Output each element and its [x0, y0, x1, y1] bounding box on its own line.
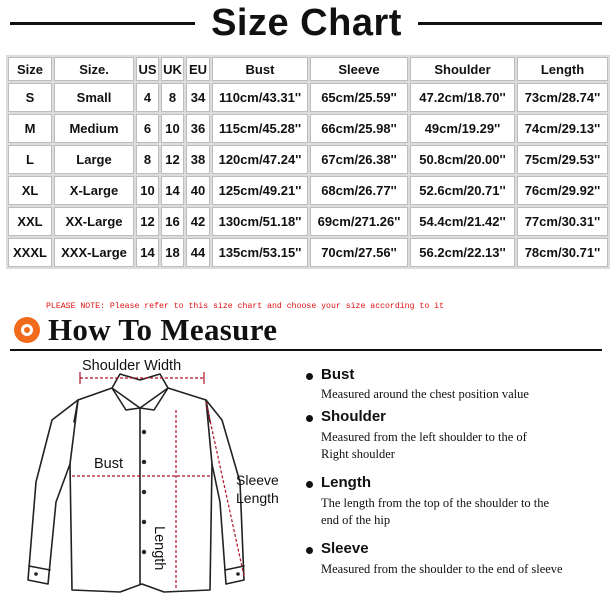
table-cell: 77cm/30.31'' [517, 207, 608, 236]
table-cell: Small [54, 83, 134, 112]
table-cell: M [8, 114, 52, 143]
table-cell: 14 [161, 176, 184, 205]
table-row [8, 145, 608, 174]
table-cell: 125cm/49.21'' [212, 176, 308, 205]
column-header: Size. [54, 57, 134, 81]
table-cell: 8 [161, 83, 184, 112]
column-header: UK [161, 57, 184, 81]
sleeve-length-text: Sleeve Length [236, 472, 279, 506]
table-cell: 130cm/51.18'' [212, 207, 308, 236]
size-table-container [6, 55, 606, 269]
bullet-dot [306, 547, 313, 554]
table-cell: XXXL [8, 238, 52, 267]
size-note: PLEASE NOTE: Please refer to this size chart and choose your size according to it [46, 302, 444, 311]
how-to-measure-rule [10, 349, 602, 351]
measure-name: Bust [321, 366, 355, 383]
table-cell: 52.6cm/20.71'' [410, 176, 515, 205]
shoulder-width-label: Shoulder Width [82, 358, 182, 374]
how-to-measure-title: How To Measure [48, 312, 278, 347]
bullet-dot [306, 415, 313, 422]
table-cell: L [8, 145, 52, 174]
measure-name: Shoulder [321, 408, 387, 425]
table-cell: Large [54, 145, 134, 174]
target-icon [14, 317, 40, 343]
table-cell: XL [8, 176, 52, 205]
jacket-buttons [34, 430, 240, 576]
sleeve-length-label [236, 471, 296, 507]
table-cell: 6 [136, 114, 159, 143]
table-cell: 44 [186, 238, 210, 267]
table-cell: 65cm/25.59'' [310, 83, 408, 112]
measure-description: Measured from the left shoulder to the of Right shoulder [321, 430, 527, 461]
table-cell: 78cm/30.71'' [517, 238, 608, 267]
table-cell: 40 [186, 176, 210, 205]
length-label: Length [151, 526, 167, 571]
column-header: Bust [212, 57, 308, 81]
table-cell: 12 [161, 145, 184, 174]
table-cell: 73cm/28.74'' [517, 83, 608, 112]
table-cell: 75cm/29.53'' [517, 145, 608, 174]
table-cell: 56.2cm/22.13'' [410, 238, 515, 267]
column-header: Length [517, 57, 608, 81]
column-header: Sleeve [310, 57, 408, 81]
column-header: EU [186, 57, 210, 81]
table-row [8, 238, 608, 267]
size-table [6, 55, 610, 269]
table-cell: 70cm/27.56'' [310, 238, 408, 267]
column-header: US [136, 57, 159, 81]
column-header: Size [8, 57, 52, 81]
table-cell: Medium [54, 114, 134, 143]
button-dot [142, 430, 146, 434]
cuff-button [34, 572, 38, 576]
table-cell: 49cm/19.29'' [410, 114, 515, 143]
table-cell: 110cm/43.31'' [212, 83, 308, 112]
measure-name: Sleeve [321, 540, 369, 557]
table-cell: 10 [161, 114, 184, 143]
table-cell: 69cm/271.26'' [310, 207, 408, 236]
table-cell: 68cm/26.77'' [310, 176, 408, 205]
table-cell: 120cm/47.24'' [212, 145, 308, 174]
table-cell: S [8, 83, 52, 112]
measure-description: Measured around the chest position value [321, 387, 529, 401]
table-cell: 8 [136, 145, 159, 174]
jacket-diagram [0, 352, 300, 612]
bullet-dot [306, 373, 313, 380]
table-cell: 38 [186, 145, 210, 174]
table-cell: 4 [136, 83, 159, 112]
table-row [8, 83, 608, 112]
button-dot [142, 490, 146, 494]
button-dot [142, 550, 146, 554]
measure-description: Measured from the shoulder to the end of sleeve [321, 562, 563, 576]
table-cell: 36 [186, 114, 210, 143]
table-cell: 67cm/26.38'' [310, 145, 408, 174]
table-cell: 115cm/45.28'' [212, 114, 308, 143]
table-cell: 12 [136, 207, 159, 236]
table-cell: 16 [161, 207, 184, 236]
jacket-outline [28, 374, 244, 592]
table-cell: 42 [186, 207, 210, 236]
table-cell: 14 [136, 238, 159, 267]
table-cell: 18 [161, 238, 184, 267]
table-cell: X-Large [54, 176, 134, 205]
button-dot [142, 460, 146, 464]
table-cell: XX-Large [54, 207, 134, 236]
table-cell: 66cm/25.98'' [310, 114, 408, 143]
table-cell: 34 [186, 83, 210, 112]
cuff-button [236, 572, 240, 576]
table-cell: 10 [136, 176, 159, 205]
table-cell: 74cm/29.13'' [517, 114, 608, 143]
table-cell: 47.2cm/18.70'' [410, 83, 515, 112]
table-cell: 135cm/53.15'' [212, 238, 308, 267]
bullet-dot [306, 481, 313, 488]
table-cell: XXX-Large [54, 238, 134, 267]
table-cell: 54.4cm/21.42'' [410, 207, 515, 236]
table-cell: 50.8cm/20.00'' [410, 145, 515, 174]
table-cell: XXL [8, 207, 52, 236]
table-row [8, 176, 608, 205]
table-cell: 76cm/29.92'' [517, 176, 608, 205]
measure-name: Length [321, 474, 371, 491]
table-row [8, 114, 608, 143]
header-rule-left [10, 22, 195, 25]
page-title: Size Chart [211, 2, 402, 44]
size-chart-header [0, 0, 612, 48]
measure-description: The length from the top of the shoulder to the end of the hip [321, 496, 550, 527]
table-row [8, 207, 608, 236]
header-rule-right [418, 22, 602, 25]
column-header: Shoulder [410, 57, 515, 81]
table-header-row [8, 57, 608, 81]
button-dot [142, 520, 146, 524]
bust-label: Bust [94, 456, 124, 472]
